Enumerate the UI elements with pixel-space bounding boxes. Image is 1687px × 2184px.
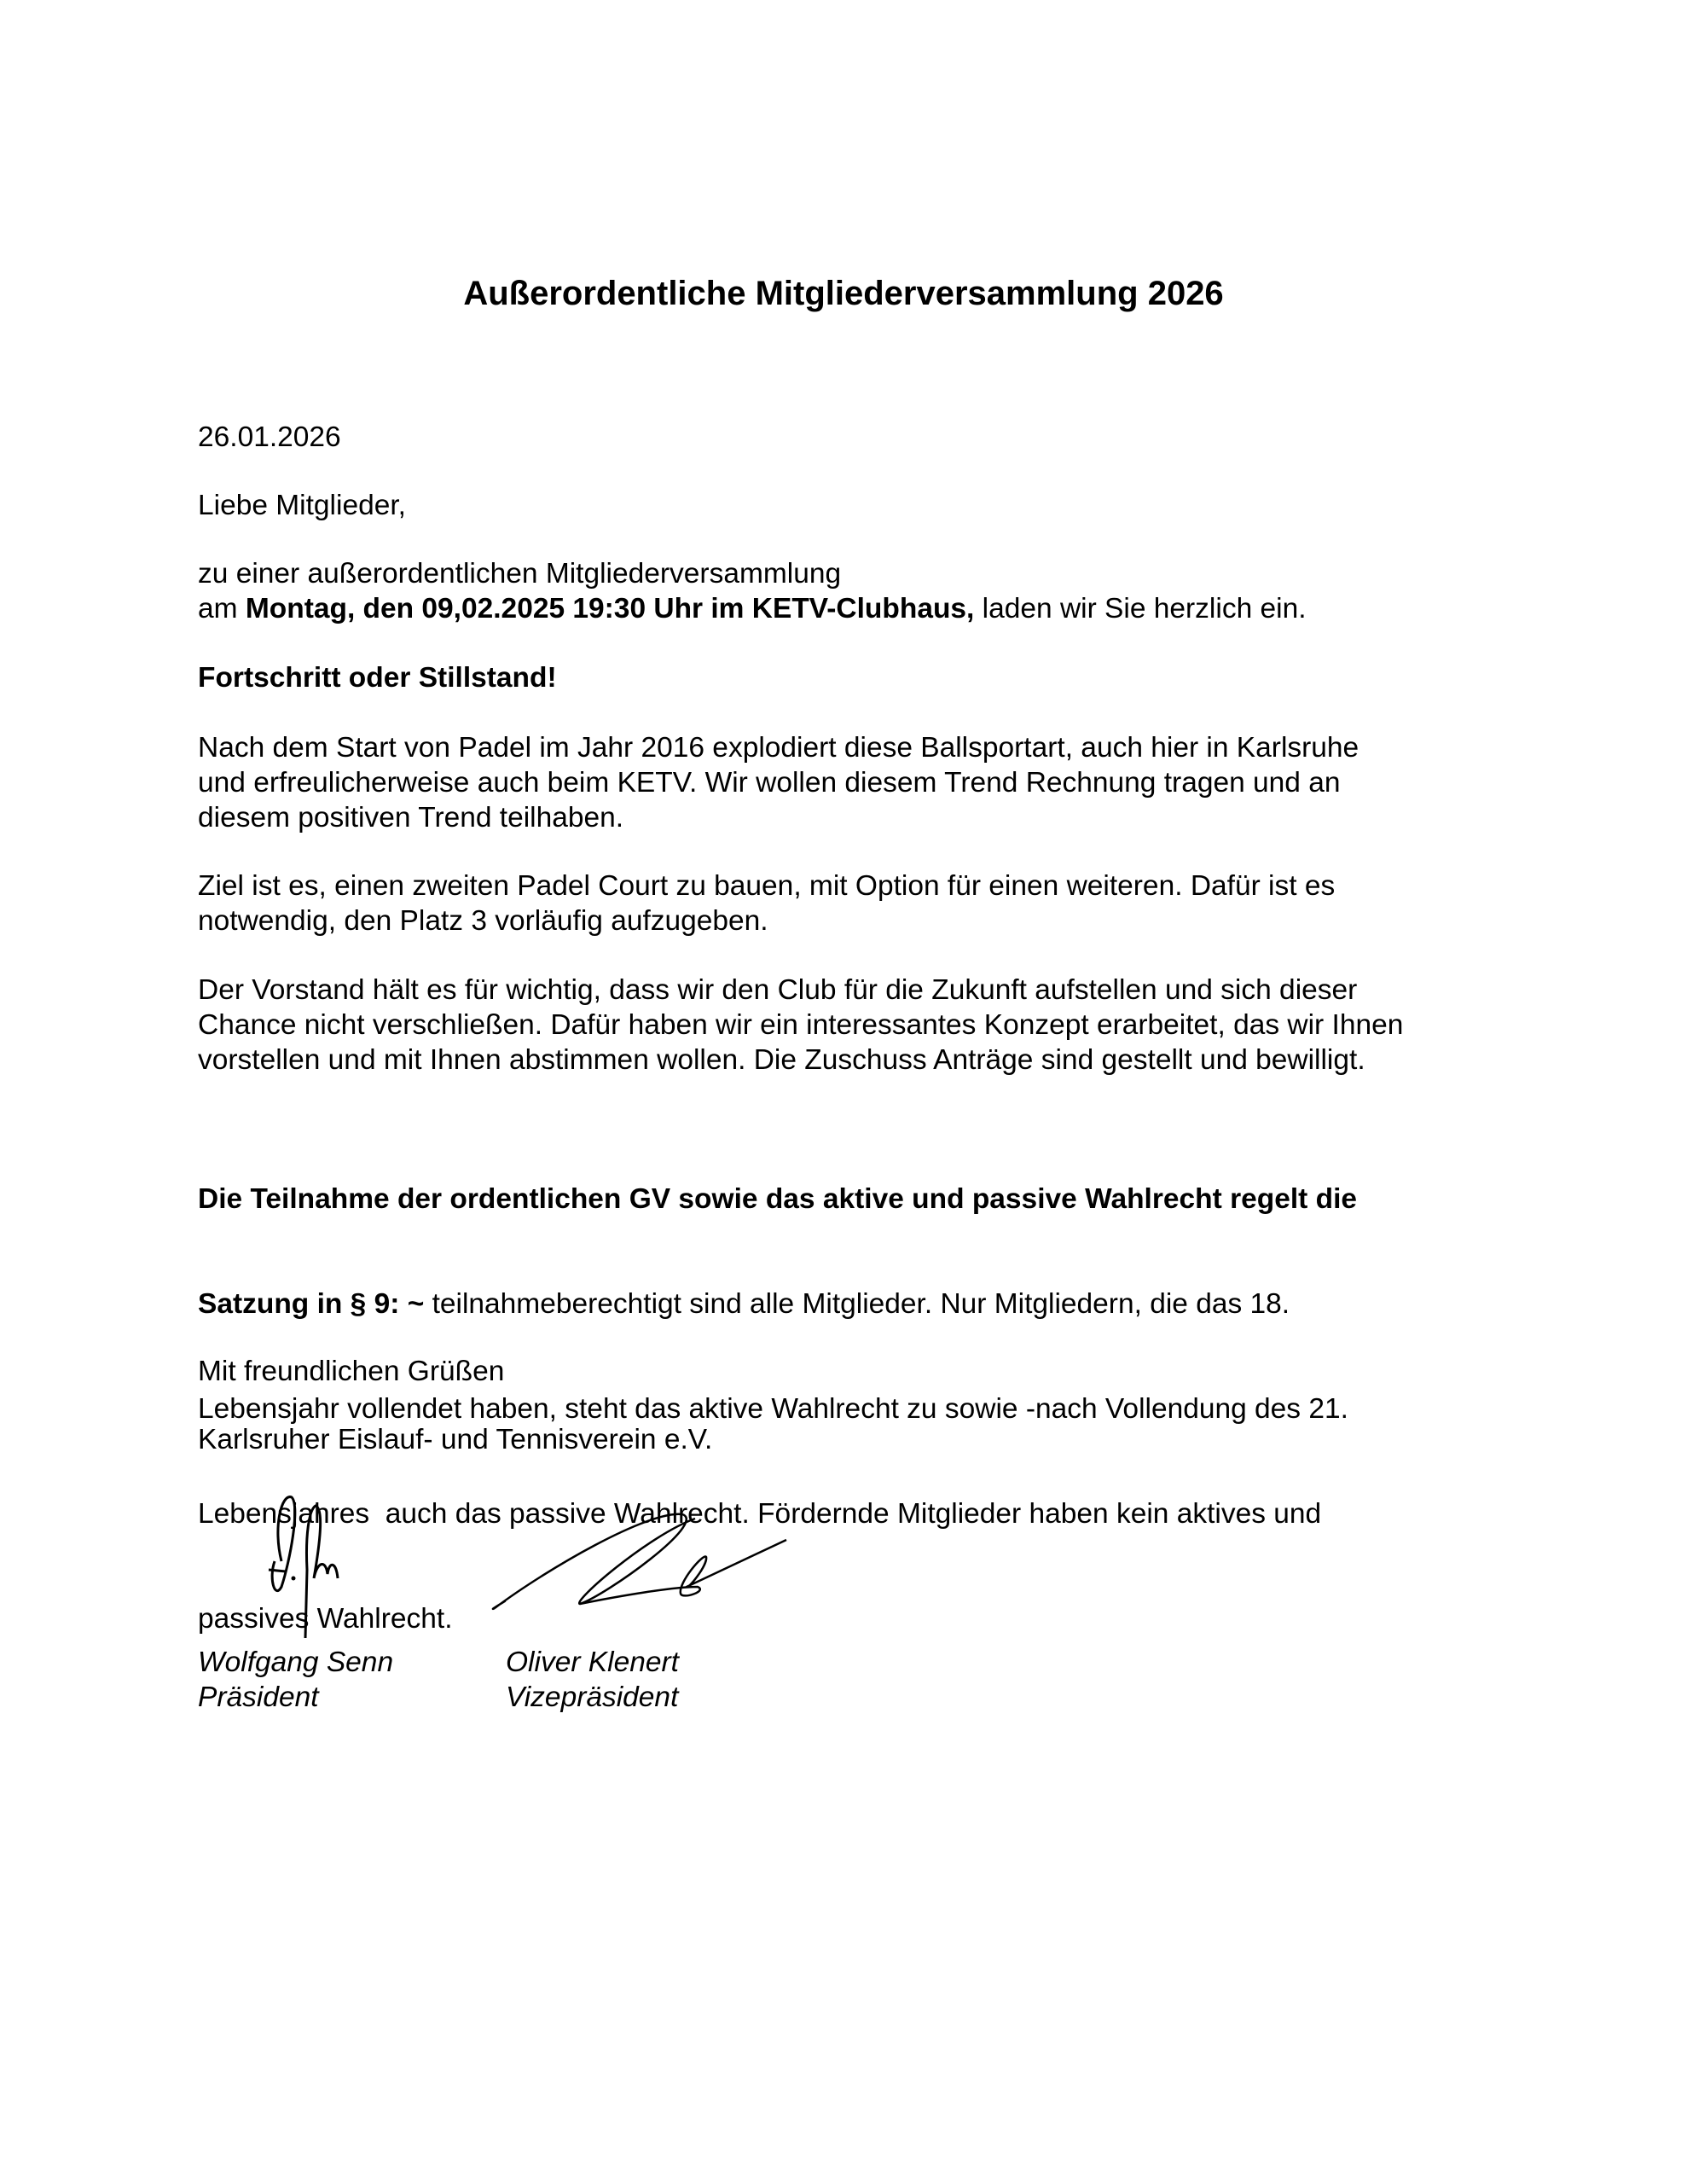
paragraph-line: vorstellen und mit Ihnen abstimmen wollen. Die Zuschuss Anträge sind gestellt und bewilligt. — [198, 1044, 1365, 1076]
closing: Mit freundlichen Grüßen — [198, 1356, 505, 1387]
paragraph-line: passives Wahlrecht. — [198, 1603, 453, 1635]
paragraph-text: teilnahmeberechtigt sind alle Mitglieder. Nur Mitgliedern, die das 18. — [424, 1288, 1290, 1320]
paragraph-line — [198, 1182, 1357, 1217]
voting-rights-bold: Die Teilnahme der ordentlichen GV sowie das aktive und passive Wahlrecht regelt die — [198, 1183, 1358, 1215]
document-title: Außerordentliche Mitgliederversammlung 2026 — [463, 275, 1224, 312]
invitation-prefix: am — [198, 593, 246, 624]
signatory-role: Vizepräsident — [506, 1682, 679, 1713]
salutation: Liebe Mitglieder, — [198, 490, 406, 521]
statute-reference: Satzung in § 9: ~ — [198, 1288, 425, 1320]
signatory-name: Wolfgang Senn — [198, 1647, 394, 1678]
paragraph-board — [198, 973, 1403, 1077]
paragraph-line — [198, 1287, 1357, 1321]
paragraph-line: notwendig, den Platz 3 vorläufig aufzugeben. — [198, 905, 768, 937]
paragraph-line: Chance nicht verschließen. Dafür haben wir ein interessantes Konzept erarbeitet, das wir Ihnen — [198, 1009, 1404, 1041]
invitation — [198, 556, 1307, 626]
paragraph-line: und erfreulicherweise auch beim KETV. Wir wollen diesem Trend Rechnung tragen und an — [198, 767, 1341, 799]
signatory-president — [198, 1645, 393, 1715]
invitation-line-1: zu einer außerordentlichen Mitgliederversammlung — [198, 558, 842, 590]
invitation-line-2 — [198, 591, 1307, 626]
letter-date: 26.01.2026 — [198, 421, 341, 453]
paragraph-padel-trend — [198, 730, 1359, 835]
meeting-datetime-location: Montag, den 09,02.2025 19:30 Uhr im KETV-Clubhaus, — [245, 593, 975, 624]
signatory-name: Oliver Klenert — [506, 1647, 679, 1678]
paragraph-line: Ziel ist es, einen zweiten Padel Court zu bauen, mit Option für einen weiteren. Dafür ist es — [198, 870, 1336, 902]
signature-vicepresident — [478, 1502, 819, 1629]
paragraph-line: diesem positiven Trend teilhaben. — [198, 802, 624, 834]
paragraph-line: Nach dem Start von Padel im Jahr 2016 explodiert diese Ballsportart, auch hier in Karlsruhe — [198, 732, 1359, 764]
signatory-role: Präsident — [198, 1682, 319, 1713]
signature-president — [256, 1493, 375, 1647]
paragraph-line: Der Vorstand hält es für wichtig, dass wir den Club für die Zukunft aufstellen und sich dieser — [198, 974, 1358, 1006]
paragraph-line: Lebensjahres auch das passive Wahlrecht. Fördernde Mitglieder haben kein aktives und — [198, 1498, 1322, 1530]
paragraph-line: Lebensjahr vollendet haben, steht das aktive Wahlrecht zu sowie -nach Vollendung des 21. — [198, 1393, 1348, 1425]
signatory-vicepresident — [506, 1645, 679, 1715]
paragraph-goal — [198, 868, 1335, 938]
invitation-suffix: laden wir Sie herzlich ein. — [974, 593, 1307, 624]
organization-name: Karlsruher Eislauf- und Tennisverein e.V. — [198, 1424, 713, 1455]
section-heading: Fortschritt oder Stillstand! — [198, 662, 557, 694]
